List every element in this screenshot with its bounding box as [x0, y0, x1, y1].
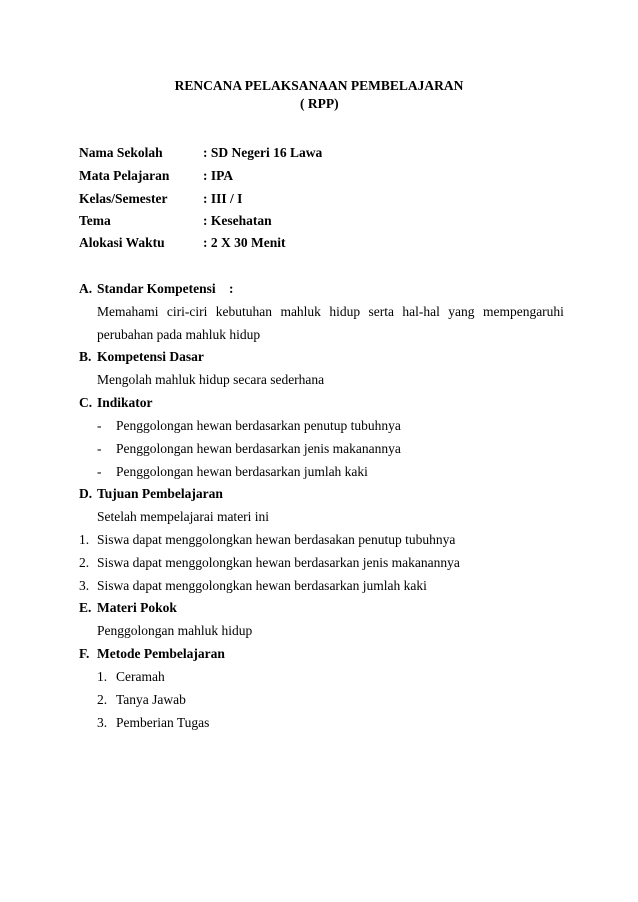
method-item: Tanya Jawab — [116, 692, 186, 707]
section-c-marker: C. — [79, 395, 93, 410]
word: hal-hal — [402, 304, 440, 319]
word: serta — [368, 304, 394, 319]
identity-value-theme: : Kesehatan — [203, 213, 272, 228]
section-a-text-line1 — [97, 304, 564, 320]
document-subtitle: ( RPP) — [300, 96, 339, 111]
identity-value-subject: : IPA — [203, 168, 234, 183]
identity-label-school: Nama Sekolah — [79, 145, 163, 160]
indicator-item: Penggolongan hewan berdasarkan penutup tubuhnya — [116, 418, 401, 433]
identity-value-class: : III / I — [203, 191, 243, 206]
bullet-dash: - — [97, 441, 102, 456]
identity-label-theme: Tema — [79, 213, 111, 228]
bullet-dash: - — [97, 464, 102, 479]
objective-number: 1. — [79, 532, 90, 547]
section-e-marker: E. — [79, 600, 92, 615]
objective-item: Siswa dapat menggolongkan hewan berdasarkan jumlah kaki — [97, 578, 427, 593]
objective-number: 3. — [79, 578, 90, 593]
method-item: Pemberian Tugas — [116, 715, 210, 730]
section-c-title: Indikator — [97, 395, 153, 410]
word: mahluk — [280, 304, 321, 319]
section-d-intro: Setelah mempelajarai materi ini — [97, 509, 270, 524]
word: kebutuhan — [215, 304, 273, 319]
method-number: 2. — [97, 692, 108, 707]
word: hidup — [329, 304, 361, 319]
section-f-marker: F. — [79, 646, 90, 661]
indicator-item: Penggolongan hewan berdasarkan jumlah kaki — [116, 464, 368, 479]
word: yang — [448, 304, 475, 319]
section-d-title: Tujuan Pembelajaran — [97, 486, 223, 501]
objective-number: 2. — [79, 555, 90, 570]
section-a-text-line2: perubahan pada mahluk hidup — [97, 327, 261, 342]
section-f-title: Metode Pembelajaran — [97, 646, 225, 661]
word: ciri-ciri — [166, 304, 208, 319]
section-b-title: Kompetensi Dasar — [97, 349, 204, 364]
indicator-item: Penggolongan hewan berdasarkan jenis makanannya — [116, 441, 401, 456]
identity-label-time: Alokasi Waktu — [79, 235, 165, 250]
identity-label-class: Kelas/Semester — [79, 191, 168, 206]
document-title: RENCANA PELAKSANAAN PEMBELAJARAN — [174, 78, 464, 93]
section-e-title: Materi Pokok — [97, 600, 177, 615]
section-e-text: Penggolongan mahluk hidup — [97, 623, 253, 638]
section-a-colon: : — [229, 281, 234, 296]
method-number: 1. — [97, 669, 108, 684]
identity-value-school: : SD Negeri 16 Lawa — [203, 145, 323, 160]
method-number: 3. — [97, 715, 108, 730]
identity-value-time: : 2 X 30 Menit — [203, 235, 286, 250]
word: mempengaruhi — [482, 304, 564, 319]
objective-item: Siswa dapat menggolongkan hewan berdasarkan jenis makanannya — [97, 555, 460, 570]
section-d-marker: D. — [79, 486, 93, 501]
method-item: Ceramah — [116, 669, 165, 684]
objective-item: Siswa dapat menggolongkan hewan berdasakan penutup tubuhnya — [97, 532, 456, 547]
section-a-title: Standar Kompetensi — [97, 281, 216, 296]
bullet-dash: - — [97, 418, 102, 433]
section-a-marker: A. — [79, 281, 93, 296]
section-b-marker: B. — [79, 349, 92, 364]
word: Memahami — [97, 304, 159, 319]
section-b-text: Mengolah mahluk hidup secara sederhana — [97, 372, 325, 387]
identity-label-subject: Mata Pelajaran — [79, 168, 170, 183]
